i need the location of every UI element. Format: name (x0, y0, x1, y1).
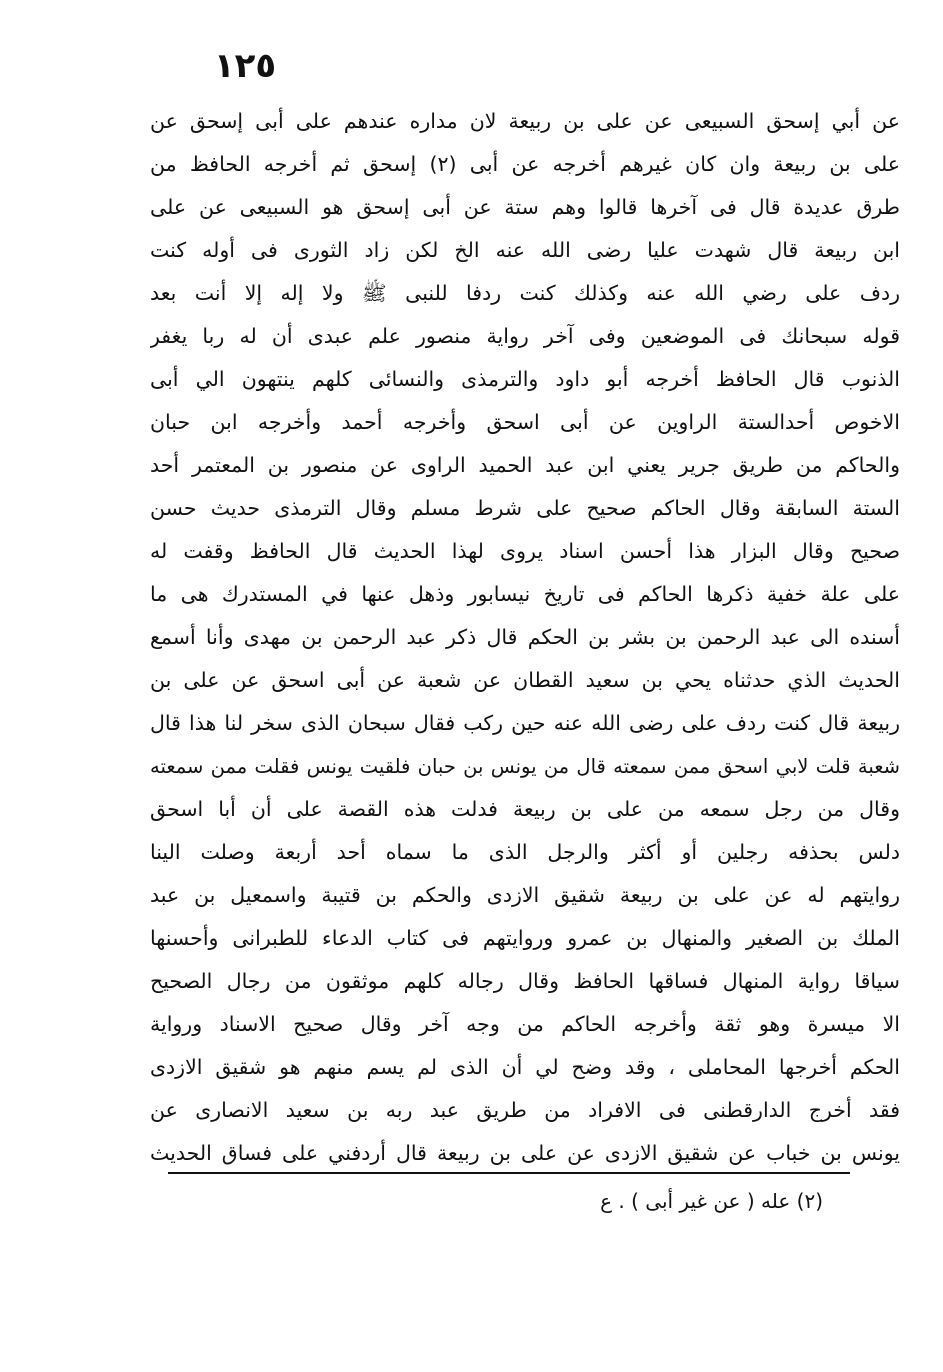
text-line: على بن ربيعة وان كان غيرهم أخرجه عن أبى (٢) إسحق ثم أخرجه الحافظ من (150, 152, 900, 176)
text-line: الحديث الذي حدثناه يحي بن سعيد القطان عن شعبة عن أبى اسحق عن على بن (150, 668, 900, 692)
text-line: دلس بحذفه رجلين أو أكثر والرجل الذى ما سماه أحد أربعة وصلت الينا (150, 840, 900, 864)
text-line: يونس بن خباب عن شقيق الازدى عن على بن ربيعة قال أردفني على فساق الحديث (150, 1141, 900, 1165)
footnote-divider (168, 1172, 850, 1174)
text-line: ابن ربيعة قال شهدت عليا رضى الله عنه الخ لكن زاد الثورى فى أوله كنت (150, 238, 900, 262)
text-line: الملك بن الصغير والمنهال بن عمرو وروايتهم فى كتاب الدعاء للطبرانى وأحسنها (150, 926, 900, 950)
text-line: طرق عديدة قال فى آخرها قالوا وهم ستة عن أبى إسحق هو السبيعى عن على (150, 195, 900, 219)
text-line: شعبة قلت لابي اسحق ممن سمعته قال من يونس بن حبان فلقيت يونس فقلت ممن سمعته (150, 755, 900, 778)
text-line: صحيح وقال البزار هذا أحسن اسناد يروى لهذا الحديث قال الحافظ وقفت له (150, 539, 900, 563)
text-line: وقال من رجل سمعه من على بن ربيعة فدلت هذه القصة على أن أبا اسحق (150, 797, 900, 821)
text-line: عن أبي إسحق السبيعى عن على بن ربيعة لان مداره عندهم على أبى إسحق عن (150, 109, 900, 133)
text-line: سياقا رواية المنهال فساقها الحافظ وقال رجاله كلهم موثقون من رجال الصحيح (150, 969, 900, 993)
text-line: روايتهم له عن على بن ربيعة شقيق الازدى والحكم بن قتيبة واسمعيل بن عبد (150, 883, 900, 907)
text-line: الحكم أخرجها المحاملى ، وقد وضح لي أن الذى لم يسم منهم هو شقيق الازدى (150, 1055, 900, 1079)
body-text (150, 100, 900, 1175)
text-line: الا ميسرة وهو ثقة وأخرجه الحاكم من وجه آخر وقال صحيح الاسناد ورواية (150, 1012, 900, 1036)
text-line: على علة خفية ذكرها الحاكم فى تاريخ نيسابور وذهل عنها في المستدرك هى ما (150, 582, 900, 606)
text-line: الستة السابقة وقال الحاكم صحيح على شرط مسلم وقال الترمذى حديث حسن (150, 496, 900, 520)
text-line: الاخوص أحدالستة الراوين عن أبى اسحق وأخرجه أحمد وأخرجه ابن حبان (150, 410, 900, 434)
text-line: والحاكم من طريق جرير يعني ابن عبد الحميد الراوى عن منصور بن المعتمر أحد (150, 453, 900, 477)
text-line: ردف على رضي الله عنه وكذلك كنت ردفا للنبى ﷺ ولا إله إلا أنت بعد (150, 281, 900, 305)
footnote: (٢) عله ( عن غير أبى ) . ع (600, 1189, 823, 1213)
text-line: قوله سبحانك فى الموضعين وفى آخر رواية منصور علم عبدى أن له ربا يغفر (150, 324, 900, 348)
text-line: أسنده الى عبد الرحمن بن بشر بن الحكم قال ذكر عبد الرحمن بن مهدى وأنا أسمع (150, 625, 900, 649)
page-number: ١٢٥ (213, 46, 277, 86)
text-line: ربيعة قال كنت ردف على رضى الله عنه حين ركب فقال سبحان الذى سخر لنا هذا قال (150, 711, 900, 735)
text-line: الذنوب قال الحافظ أخرجه أبو داود والترمذى والنسائى كلهم ينتهون الي أبى (150, 367, 900, 391)
text-line: فقد أخرج الدارقطنى فى الافراد من طريق عبد ربه بن سعيد الانصارى عن (150, 1098, 900, 1122)
